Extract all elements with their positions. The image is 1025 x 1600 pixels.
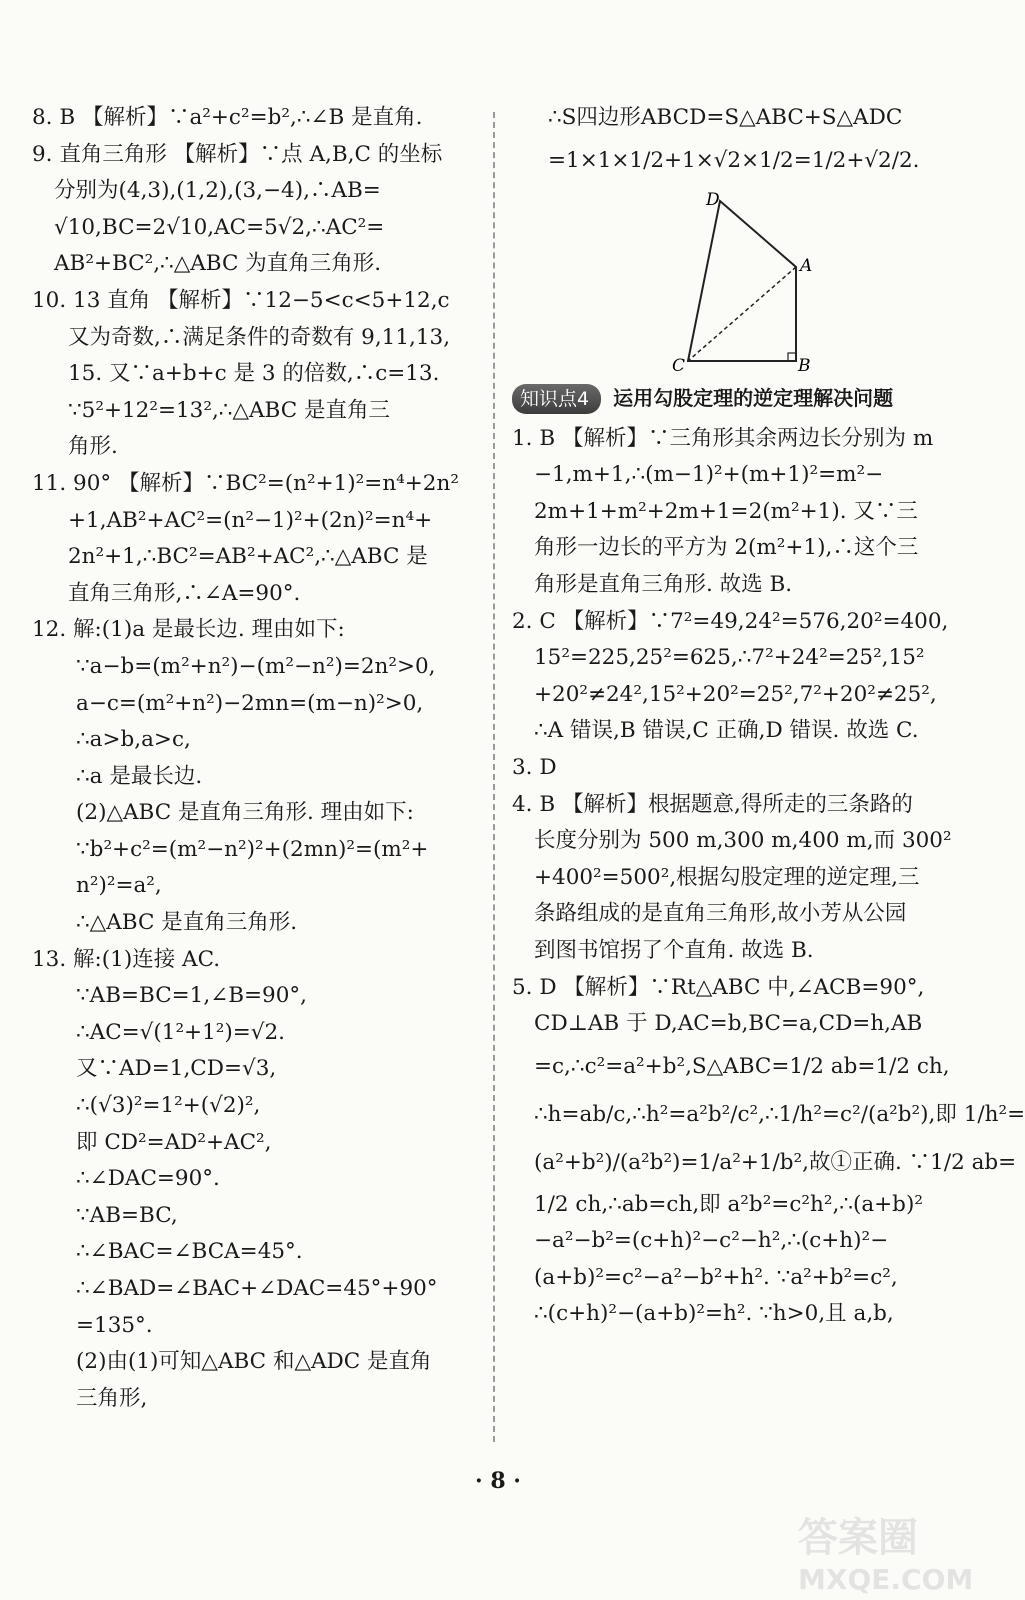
text-line: 3. D bbox=[512, 754, 557, 780]
text-line: 角形. bbox=[68, 434, 118, 460]
text-line: 角形一边长的平方为 2(m²+1),∴这个三 bbox=[534, 535, 919, 561]
text-line: ∵a−b=(m²+n²)−(m²−n²)=2n²>0, bbox=[76, 653, 436, 679]
text-line: ∴a 是最长边. bbox=[76, 763, 203, 789]
text-line: 2n²+1,∴BC²=AB²+AC²,∴△ABC 是 bbox=[68, 544, 428, 570]
text-line: 又为奇数,∴满足条件的奇数有 9,11,13, bbox=[68, 324, 451, 350]
text-line: +20²≠24²,15²+20²=25²,7²+20²≠25², bbox=[534, 681, 937, 707]
text-line: ∴A 错误,B 错误,C 正确,D 错误. 故选 C. bbox=[534, 718, 919, 744]
text-line: ∴∠BAD=∠BAC+∠DAC=45°+90° bbox=[76, 1276, 438, 1301]
text-line: 15²=225,25²=625,∴7²+24²=25²,15² bbox=[534, 645, 925, 671]
label-c: C bbox=[672, 355, 686, 376]
text-line: ∴(c+h)²−(a+b)²=h². ∵h>0,且 a,b, bbox=[534, 1301, 894, 1327]
text-line: 2. C 【解析】∵7²=49,24²=576,20²=400, bbox=[512, 608, 949, 634]
text-line: ∴△ABC 是直角三角形. bbox=[76, 910, 298, 936]
section-badge: 知识点4 bbox=[512, 384, 601, 414]
text-line: ∵AB=BC=1,∠B=90°, bbox=[76, 983, 307, 1009]
text-line: 又∵AD=1,CD=√3, bbox=[76, 1056, 277, 1082]
text-line: 条路组成的是直角三角形,故小芳从公园 bbox=[534, 901, 907, 927]
text-line: 直角三角形,∴∠A=90°. bbox=[68, 580, 301, 606]
left-column bbox=[32, 100, 478, 1417]
label-b: B bbox=[798, 355, 811, 376]
text-line: a−c=(m²+n²)−2mn=(m−n)²>0, bbox=[76, 690, 424, 716]
text-line: 15. 又∵a+b+c 是 3 的倍数,∴c=13. bbox=[68, 361, 440, 387]
text-line: ∴∠DAC=90°. bbox=[76, 1166, 220, 1192]
text-line: +1,AB²+AC²=(n²−1)²+(2n)²=n⁴+ bbox=[68, 507, 433, 533]
text-line: −1,m+1,∴(m−1)²+(m+1)²=m²− bbox=[534, 462, 884, 488]
watermark-logo: 答案圈 bbox=[798, 1515, 918, 1561]
text-line: (2)由(1)可知△ABC 和△ADC 是直角 bbox=[76, 1349, 432, 1375]
text-line: 2m+1+m²+2m+1=2(m²+1). 又∵三 bbox=[534, 498, 918, 524]
text-line: =135°. bbox=[76, 1312, 153, 1338]
column-divider bbox=[493, 112, 495, 1442]
text-line: ∴h=ab/c,∴h²=a²b²/c²,∴1/h²=c²/(a²b²),即 1/h²= bbox=[534, 1101, 1025, 1127]
page-number: · 8 · bbox=[475, 1468, 521, 1494]
section-header bbox=[512, 379, 964, 419]
quadrilateral-diagram bbox=[672, 189, 813, 376]
text-line: (a²+b²)/(a²b²)=1/a²+1/b²,故①正确. ∵1/2 ab= bbox=[534, 1149, 1017, 1175]
label-d: D bbox=[706, 189, 720, 210]
text-line: (a+b)²=c²−a²−b²+h². ∵a²+b²=c², bbox=[534, 1264, 898, 1290]
text-line: (2)△ABC 是直角三角形. 理由如下: bbox=[76, 800, 414, 826]
text-line: ∴AC=√(1²+1²)=√2. bbox=[76, 1019, 285, 1045]
section-title: 运用勾股定理的逆定理解决问题 bbox=[613, 386, 894, 411]
text-line: 分别为(4,3),(1,2),(3,−4),∴AB= bbox=[54, 178, 381, 204]
text-line: ∴(√3)²=1²+(√2)², bbox=[76, 1093, 261, 1119]
text-line: CD⊥AB 于 D,AC=b,BC=a,CD=h,AB bbox=[534, 1011, 923, 1037]
text-line: AB²+BC²,∴△ABC 为直角三角形. bbox=[54, 251, 382, 277]
text-line: 12. 解:(1)a 是最长边. 理由如下: bbox=[32, 617, 345, 643]
right-column bbox=[512, 100, 1025, 1333]
text-line: 5. D 【解析】∵Rt△ABC 中,∠ACB=90°, bbox=[512, 974, 925, 1000]
text-line: n²)²=a², bbox=[76, 873, 162, 899]
quadrilateral-figure bbox=[512, 185, 964, 375]
text-line: ∴∠BAC=∠BCA=45°. bbox=[76, 1239, 303, 1265]
text-line: 角形是直角三角形. 故选 B. bbox=[534, 571, 793, 597]
text-line: 10. 13 直角 【解析】∵12−5<c<5+12,c bbox=[32, 287, 450, 313]
text-line: +400²=500²,根据勾股定理的逆定理,三 bbox=[534, 864, 920, 890]
text-line: 1/2 ch,∴ab=ch,即 a²b²=c²h²,∴(a+b)² bbox=[534, 1191, 923, 1217]
text-line: ∵5²+12²=13²,∴△ABC 是直角三 bbox=[68, 397, 391, 423]
text-line: 即 CD²=AD²+AC², bbox=[76, 1129, 272, 1155]
text-line: ∴S四边形ABCD=S△ABC+S△ADC bbox=[548, 105, 903, 130]
text-line: 13. 解:(1)连接 AC. bbox=[32, 946, 221, 972]
label-a: A bbox=[800, 255, 813, 276]
text-line: 8. B 【解析】∵a²+c²=b²,∴∠B 是直角. bbox=[32, 105, 423, 130]
text-line: ∵b²+c²=(m²−n²)²+(2mn)²=(m²+ bbox=[76, 836, 429, 862]
text-line: 到图书馆拐了个直角. 故选 B. bbox=[534, 937, 814, 963]
text-line: √10,BC=2√10,AC=5√2,∴AC²= bbox=[54, 214, 385, 240]
watermark-url: MXQE.COM bbox=[798, 1563, 974, 1596]
text-line: 长度分别为 500 m,300 m,400 m,而 300² bbox=[534, 828, 952, 854]
watermark bbox=[798, 1506, 974, 1596]
text-line: 1. B 【解析】∵三角形其余两边长分别为 m bbox=[512, 425, 934, 451]
text-line: ∵AB=BC, bbox=[76, 1202, 178, 1228]
text-line: 11. 90° 【解析】∵BC²=(n²+1)²=n⁴+2n² bbox=[32, 470, 459, 496]
text-line: ∴a>b,a>c, bbox=[76, 727, 191, 753]
text-line: 9. 直角三角形 【解析】∵点 A,B,C 的坐标 bbox=[32, 141, 443, 167]
text-line: =c,∴c²=a²+b²,S△ABC=1/2 ab=1/2 ch, bbox=[534, 1053, 950, 1079]
text-line: 4. B 【解析】根据题意,得所走的三条路的 bbox=[512, 791, 913, 817]
text-line: 三角形, bbox=[76, 1385, 148, 1411]
text-line: −a²−b²=(c+h)²−c²−h²,∴(c+h)²− bbox=[534, 1228, 889, 1254]
text-line: =1×1×1/2+1×√2×1/2=1/2+√2/2. bbox=[548, 147, 920, 173]
